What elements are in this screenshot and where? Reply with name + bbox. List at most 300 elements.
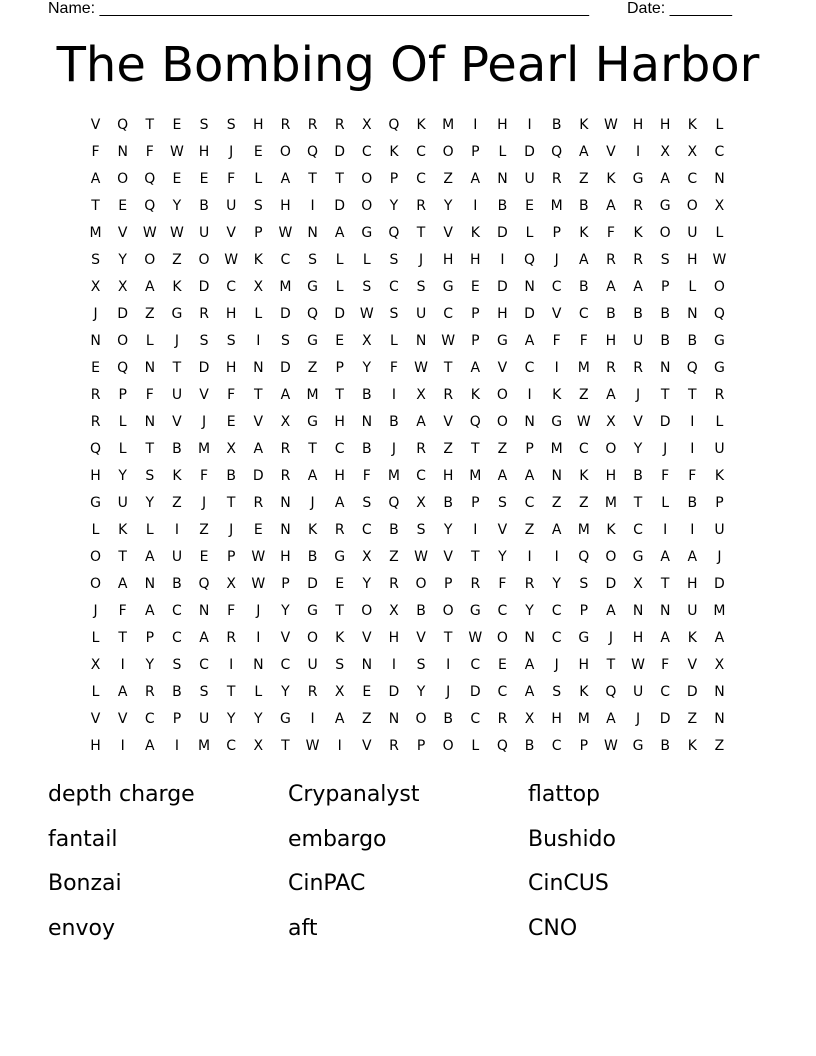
grid-letter: O — [496, 413, 508, 430]
grid-letter: L — [145, 332, 154, 349]
grid-letter: C — [633, 521, 643, 538]
grid-letter: A — [606, 197, 616, 214]
grid-letter: K — [253, 251, 263, 268]
grid-letter: T — [471, 440, 480, 457]
grid-letter: O — [415, 710, 427, 727]
grid-letter: K — [633, 224, 643, 241]
grid-letter: J — [608, 629, 613, 646]
grid-letter: T — [335, 170, 344, 187]
page-title: The Bombing Of Pearl Harbor — [56, 37, 760, 93]
grid-letter: D — [524, 305, 535, 322]
grid-letter: X — [660, 143, 670, 160]
grid-letter: F — [145, 143, 154, 160]
word-list-item: envoy — [48, 915, 115, 941]
grid-letter: J — [446, 683, 451, 700]
grid-letter: X — [389, 602, 399, 619]
grid-letter: W — [251, 575, 266, 592]
word-list-item: Crypanalyst — [288, 782, 420, 807]
grid-letter: S — [416, 656, 426, 673]
grid-letter: D — [605, 575, 617, 592]
grid-letter: Z — [579, 386, 589, 403]
grid-letter: S — [91, 251, 100, 268]
word-list-item: CinCUS — [528, 871, 609, 896]
grid-letter: O — [415, 575, 427, 592]
grid-letter: C — [687, 170, 698, 187]
grid-letter: T — [660, 386, 670, 403]
grid-letter: L — [254, 170, 263, 187]
grid-letter: O — [307, 629, 319, 646]
grid-letter: A — [416, 413, 426, 430]
grid-letter: X — [253, 737, 264, 754]
grid-letter: P — [281, 575, 290, 592]
grid-letter: G — [632, 737, 644, 754]
grid-letter: T — [118, 629, 127, 646]
grid-letter: A — [280, 170, 291, 187]
grid-letter: R — [280, 467, 291, 484]
grid-letter: H — [442, 467, 454, 484]
grid-letter: N — [388, 710, 400, 727]
grid-letter: H — [90, 467, 101, 484]
grid-letter: D — [497, 278, 508, 295]
grid-letter: A — [687, 548, 698, 565]
grid-letter: R — [90, 386, 101, 403]
grid-letter: M — [577, 710, 590, 727]
grid-letter: T — [145, 116, 155, 133]
grid-letter: P — [145, 629, 155, 646]
grid-letter: D — [388, 683, 400, 700]
grid-letter: O — [496, 629, 508, 646]
grid-letter: L — [118, 440, 127, 457]
grid-letter: Z — [497, 440, 508, 457]
grid-letter: B — [660, 737, 670, 754]
grid-letter: F — [227, 386, 236, 403]
grid-letter: R — [144, 683, 155, 700]
grid-letter: H — [578, 656, 590, 673]
grid-letter: P — [552, 224, 561, 241]
grid-letter: M — [604, 494, 617, 511]
grid-letter: E — [362, 683, 372, 700]
grid-letter: K — [118, 521, 128, 538]
grid-letter: V — [443, 548, 453, 565]
grid-letter: G — [307, 332, 318, 349]
grid-letter: P — [715, 494, 724, 511]
grid-letter: Q — [388, 494, 400, 511]
grid-letter: O — [361, 197, 373, 214]
grid-letter: I — [446, 656, 451, 673]
grid-letter: M — [577, 359, 590, 376]
grid-letter: K — [579, 683, 589, 700]
grid-letter: R — [280, 440, 291, 457]
grid-letter: I — [527, 116, 532, 133]
grid-letter: P — [416, 737, 426, 754]
grid-letter: A — [606, 710, 616, 727]
grid-letter: T — [471, 548, 480, 565]
grid-letter: P — [471, 305, 480, 322]
grid-letter: L — [715, 116, 724, 133]
grid-letter: D — [280, 305, 291, 322]
grid-letter: Q — [307, 143, 319, 160]
grid-letter: U — [198, 710, 210, 727]
grid-letter: K — [552, 386, 562, 403]
grid-letter: Q — [388, 224, 400, 241]
grid-letter: O — [605, 548, 617, 565]
grid-letter: V — [226, 224, 236, 241]
grid-letter: K — [687, 629, 697, 646]
grid-letter: P — [172, 710, 182, 727]
grid-letter: N — [198, 602, 210, 619]
grid-letter: J — [201, 494, 207, 511]
grid-letter: D — [334, 197, 346, 214]
grid-letter: V — [117, 710, 128, 727]
grid-letter: J — [174, 332, 179, 349]
grid-letter: H — [605, 332, 617, 349]
grid-letter: S — [226, 116, 236, 133]
grid-letter: A — [579, 251, 589, 268]
grid-letter: O — [496, 386, 508, 403]
word-list-item: fantail — [48, 826, 118, 852]
grid-letter: S — [416, 278, 426, 295]
grid-letter: E — [253, 521, 263, 538]
grid-letter: I — [337, 737, 342, 754]
grid-letter: R — [497, 710, 508, 727]
grid-letter: C — [172, 602, 182, 619]
grid-letter: R — [606, 251, 616, 268]
grid-letter: R — [416, 440, 426, 457]
grid-letter: E — [335, 575, 345, 592]
grid-letter: Z — [199, 521, 209, 538]
grid-letter: C — [551, 278, 562, 295]
grid-letter: M — [469, 467, 482, 484]
grid-letter: C — [416, 143, 426, 160]
grid-letter: Y — [633, 440, 643, 457]
grid-letter: R — [334, 116, 345, 133]
grid-letter: X — [633, 575, 643, 592]
grid-letter: W — [576, 413, 591, 430]
grid-letter: T — [633, 494, 643, 511]
grid-letter: S — [280, 332, 290, 349]
grid-letter: Y — [118, 467, 127, 484]
grid-letter: A — [660, 170, 670, 187]
grid-letter: C — [226, 737, 237, 754]
grid-letter: B — [389, 413, 399, 430]
grid-letter: N — [253, 359, 264, 376]
grid-letter: U — [117, 494, 128, 511]
grid-letter: F — [362, 467, 371, 484]
grid-letter: T — [172, 359, 182, 376]
grid-letter: M — [279, 278, 292, 295]
grid-letter: V — [90, 116, 101, 133]
grid-letter: F — [91, 143, 100, 160]
grid-letter: N — [524, 278, 535, 295]
grid-letter: K — [714, 467, 725, 484]
grid-letter: T — [335, 602, 344, 619]
word-list-item: Bushido — [528, 826, 616, 852]
grid-letter: A — [145, 278, 155, 295]
grid-letter: T — [416, 224, 426, 241]
grid-letter: S — [362, 494, 372, 511]
grid-letter: O — [361, 170, 373, 187]
grid-letter: X — [253, 278, 264, 295]
grid-letter: P — [471, 143, 480, 160]
grid-letter: L — [335, 251, 344, 268]
grid-letter: A — [253, 440, 264, 457]
word-list — [48, 775, 768, 953]
grid-letter: L — [91, 683, 100, 700]
name-field-line: Name: _______________________________________________________ — [48, 0, 589, 17]
grid-letter: L — [471, 737, 480, 754]
grid-letter: M — [306, 386, 319, 403]
grid-letter: V — [687, 656, 698, 673]
grid-letter: Q — [469, 413, 481, 430]
grid-letter: T — [281, 737, 290, 754]
grid-letter: U — [687, 602, 698, 619]
grid-letter: P — [471, 494, 480, 511]
grid-letter: H — [334, 467, 345, 484]
grid-letter: X — [416, 494, 426, 511]
grid-letter: H — [225, 359, 237, 376]
grid-letter: R — [280, 116, 291, 133]
grid-letter: V — [497, 359, 508, 376]
grid-letter: J — [635, 386, 641, 403]
grid-letter: G — [632, 170, 644, 187]
grid-letter: K — [335, 629, 345, 646]
grid-letter: H — [659, 116, 671, 133]
grid-letter: A — [606, 386, 616, 403]
grid-letter: R — [470, 575, 481, 592]
grid-letter: N — [497, 170, 508, 187]
grid-letter: A — [145, 548, 155, 565]
grid-letter: V — [497, 521, 508, 538]
grid-letter: V — [362, 737, 372, 754]
grid-letter: D — [469, 683, 481, 700]
grid-letter: S — [362, 278, 372, 295]
grid-letter: H — [280, 548, 291, 565]
grid-letter: Y — [443, 197, 453, 214]
grid-letter: S — [199, 116, 209, 133]
grid-letter: K — [172, 278, 182, 295]
grid-letter: D — [497, 224, 508, 241]
grid-letter: W — [604, 737, 618, 754]
grid-letter: O — [442, 143, 454, 160]
grid-letter: P — [226, 548, 236, 565]
grid-letter: O — [659, 224, 671, 241]
grid-letter: Q — [90, 440, 102, 457]
grid-letter: J — [554, 656, 559, 673]
grid-letter: X — [687, 143, 698, 160]
word-list-item: embargo — [288, 826, 387, 852]
grid-letter: I — [690, 440, 695, 457]
grid-letter: U — [415, 305, 427, 322]
grid-letter: U — [632, 332, 644, 349]
grid-letter: D — [198, 359, 210, 376]
grid-letter: B — [687, 332, 698, 349]
grid-letter: R — [253, 494, 264, 511]
grid-letter: R — [334, 521, 345, 538]
grid-letter: C — [226, 278, 237, 295]
grid-letter: F — [498, 575, 507, 592]
grid-letter: J — [201, 413, 207, 430]
grid-letter: T — [226, 494, 236, 511]
grid-letter: F — [579, 332, 588, 349]
grid-letter: T — [145, 440, 155, 457]
grid-letter: E — [335, 332, 345, 349]
grid-letter: F — [552, 332, 561, 349]
grid-letter: N — [280, 494, 291, 511]
grid-letter: I — [473, 521, 478, 538]
grid-letter: P — [525, 440, 534, 457]
grid-letter: S — [660, 251, 670, 268]
grid-letter: P — [335, 359, 344, 376]
grid-letter: J — [256, 602, 261, 619]
word-list-item: Bonzai — [48, 871, 122, 896]
grid-letter: H — [253, 116, 264, 133]
grid-letter: N — [714, 710, 725, 727]
grid-letter: O — [144, 251, 156, 268]
grid-letter: A — [307, 467, 318, 484]
grid-letter: S — [253, 197, 263, 214]
grid-letter: B — [633, 467, 643, 484]
grid-letter: W — [305, 737, 320, 754]
grid-letter: N — [551, 467, 562, 484]
grid-letter: U — [307, 656, 318, 673]
grid-letter: C — [497, 602, 508, 619]
grid-letter: R — [90, 413, 101, 430]
grid-letter: A — [606, 602, 616, 619]
grid-letter: T — [335, 386, 344, 403]
grid-letter: U — [714, 440, 725, 457]
grid-letter: H — [225, 305, 237, 322]
grid-letter: U — [687, 224, 698, 241]
grid-letter: K — [470, 224, 480, 241]
grid-letter: Z — [389, 548, 399, 565]
grid-letter: G — [714, 332, 725, 349]
grid-letter: U — [171, 386, 183, 403]
word-list-item: CNO — [528, 915, 578, 941]
grid-letter: V — [280, 629, 291, 646]
grid-letter: I — [690, 413, 695, 430]
grid-letter: J — [391, 440, 396, 457]
grid-letter: D — [659, 710, 671, 727]
grid-letter: Y — [552, 575, 561, 592]
grid-letter: N — [714, 683, 725, 700]
grid-letter: W — [224, 251, 239, 268]
grid-letter: F — [227, 602, 236, 619]
grid-letter: T — [254, 386, 263, 403]
grid-letter: I — [635, 143, 641, 160]
grid-letter: B — [443, 494, 453, 511]
grid-letter: O — [117, 332, 129, 349]
grid-letter: R — [307, 683, 318, 700]
grid-letter: I — [554, 359, 559, 376]
grid-letter: R — [633, 359, 643, 376]
grid-letter: K — [606, 521, 616, 538]
grid-letter: D — [524, 143, 535, 160]
grid-letter: N — [524, 413, 535, 430]
grid-letter: L — [525, 224, 534, 241]
grid-letter: B — [389, 521, 399, 538]
grid-letter: B — [172, 440, 182, 457]
grid-letter: A — [660, 548, 670, 565]
grid-letter: I — [120, 737, 125, 754]
grid-letter: R — [307, 116, 318, 133]
grid-letter: O — [442, 602, 454, 619]
grid-letter: I — [391, 386, 396, 403]
grid-letter: C — [714, 143, 725, 160]
grid-letter: Z — [307, 359, 318, 376]
grid-letter: W — [712, 251, 727, 268]
grid-letter: A — [524, 467, 535, 484]
grid-letter: B — [199, 197, 209, 214]
grid-letter: X — [714, 656, 725, 673]
grid-letter: A — [579, 143, 589, 160]
grid-letter: N — [90, 332, 101, 349]
grid-letter: V — [90, 710, 101, 727]
grid-letter: Q — [198, 575, 210, 592]
grid-letter: G — [90, 494, 101, 511]
grid-letter: I — [473, 116, 478, 133]
grid-letter: Y — [498, 548, 507, 565]
grid-letter: A — [714, 629, 725, 646]
grid-letter: N — [524, 629, 535, 646]
grid-letter: M — [198, 440, 211, 457]
grid-letter: B — [687, 494, 698, 511]
grid-letter: B — [579, 278, 589, 295]
grid-letter: H — [551, 710, 562, 727]
grid-letter: J — [229, 521, 234, 538]
grid-letter: E — [91, 359, 100, 376]
grid-letter: Y — [443, 521, 453, 538]
word-list-item: flattop — [528, 782, 601, 807]
grid-letter: W — [142, 224, 157, 241]
grid-letter: I — [527, 548, 532, 565]
grid-letter: J — [418, 251, 424, 268]
grid-letter: D — [198, 278, 210, 295]
grid-letter: W — [170, 224, 184, 241]
grid-letter: Y — [118, 251, 127, 268]
grid-letter: P — [579, 737, 589, 754]
grid-letter: Z — [687, 710, 698, 727]
grid-letter: X — [226, 440, 236, 457]
grid-letter: Z — [145, 305, 155, 322]
grid-letter: H — [90, 737, 101, 754]
grid-letter: V — [172, 413, 182, 430]
grid-letter: R — [389, 737, 399, 754]
grid-letter: U — [171, 548, 183, 565]
grid-letter: Z — [443, 170, 453, 187]
grid-letter: A — [280, 386, 291, 403]
grid-letter: E — [253, 143, 263, 160]
grid-letter: E — [172, 116, 182, 133]
grid-letter: X — [524, 710, 535, 727]
grid-letter: K — [470, 386, 480, 403]
grid-letter: M — [550, 440, 563, 457]
word-list-item: depth charge — [48, 782, 195, 807]
grid-letter: B — [524, 737, 535, 754]
grid-letter: G — [334, 548, 346, 565]
grid-letter: U — [198, 224, 210, 241]
grid-letter: C — [470, 656, 481, 673]
grid-letter: A — [633, 278, 643, 295]
grid-letter: I — [229, 656, 234, 673]
grid-letter: U — [714, 521, 725, 538]
grid-letter: B — [307, 548, 318, 565]
grid-letter: L — [661, 494, 670, 511]
grid-letter: U — [524, 170, 535, 187]
grid-letter: L — [91, 629, 100, 646]
grid-letter: W — [441, 332, 456, 349]
grid-letter: R — [524, 575, 535, 592]
grid-letter: L — [715, 224, 724, 241]
